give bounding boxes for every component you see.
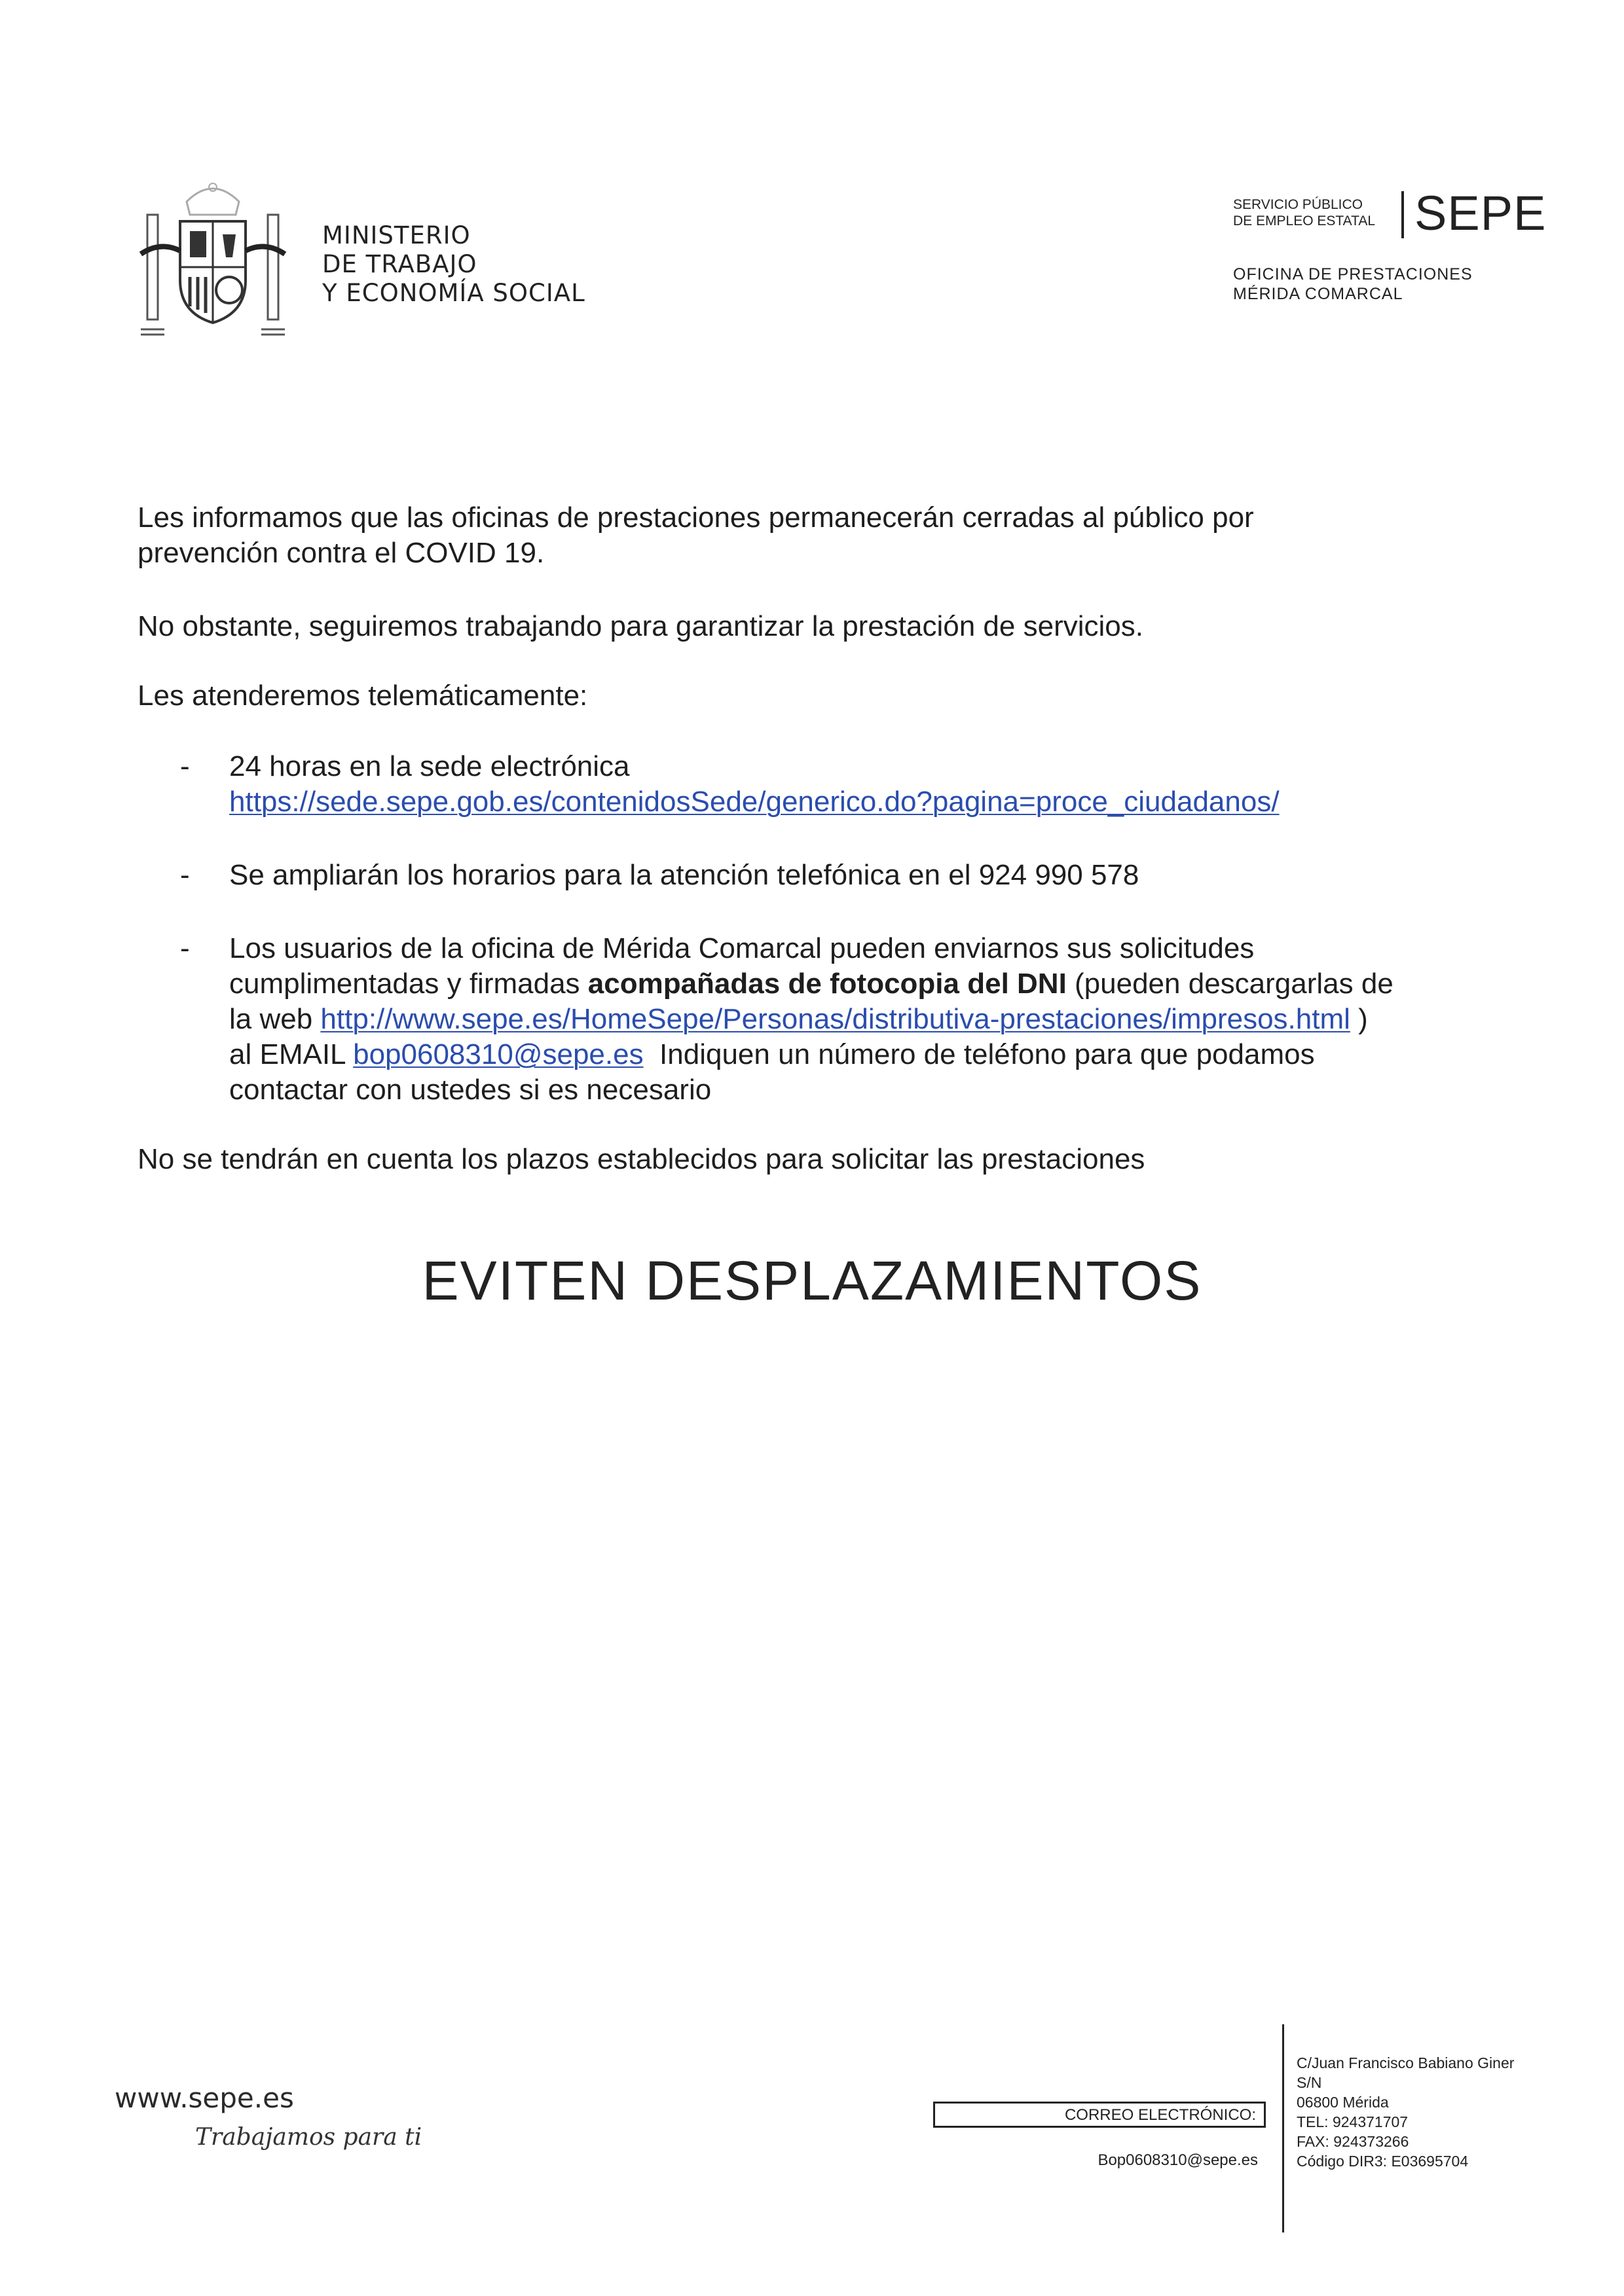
- atenderemos-paragraph: Les atenderemos telemáticamente:: [138, 680, 588, 712]
- text-span: la web: [229, 1003, 321, 1035]
- office-name: [1233, 264, 1473, 304]
- text-span: al EMAIL: [229, 1038, 354, 1070]
- ministry-line: DE TRABAJO: [322, 250, 477, 278]
- mail-label-box: CORREO ELECTRÓNICO:: [933, 2102, 1266, 2128]
- list-item-telefono: Se ampliarán los horarios para la atención telefónica en el 924 990 578: [229, 859, 1139, 891]
- list-item-text: 24 horas en la sede electrónica: [229, 750, 630, 782]
- text-span: (pueden descargarlas de: [1066, 968, 1393, 1000]
- sepe-logo: SEPE: [1414, 186, 1547, 240]
- email-link[interactable]: bop0608310@sepe.es: [353, 1038, 644, 1070]
- office-line: MÉRIDA COMARCAL: [1233, 285, 1403, 303]
- list-item-solicitudes: [229, 931, 1393, 1108]
- intro-line: prevención contra el COVID 19.: [138, 537, 545, 569]
- address-line: Código DIR3: E03695704: [1297, 2153, 1469, 2170]
- office-address: [1297, 2053, 1514, 2171]
- sepe-service-line: DE EMPLEO ESTATAL: [1233, 213, 1376, 228]
- coat-of-arms-icon: [134, 175, 291, 344]
- dni-emphasis: acompañadas de fotocopia del DNI: [587, 968, 1067, 1000]
- office-line: OFICINA DE PRESTACIONES: [1233, 265, 1473, 283]
- no-obstante-paragraph: No obstante, seguiremos trabajando para garantizar la prestación de servicios.: [138, 610, 1143, 642]
- list-item-text: [229, 966, 1393, 1002]
- list-item-text: [229, 1037, 1393, 1072]
- footer-divider: [1282, 2024, 1284, 2232]
- address-line: S/N: [1297, 2074, 1322, 2091]
- address-line: C/Juan Francisco Babiano Giner: [1297, 2054, 1515, 2071]
- address-line: FAX: 924373266: [1297, 2133, 1409, 2150]
- sepe-logo-divider: [1401, 191, 1404, 238]
- impresos-link[interactable]: http://www.sepe.es/HomeSepe/Personas/distributiva-prestaciones/impresos.html: [320, 1003, 1350, 1035]
- ministry-name: [322, 221, 585, 308]
- list-item-text: [229, 1002, 1393, 1037]
- intro-paragraph: [138, 500, 1254, 571]
- ministry-line: Y ECONOMÍA SOCIAL: [322, 279, 585, 307]
- sepe-service-name: [1233, 196, 1375, 229]
- footer-slogan: Trabajamos para ti: [195, 2124, 422, 2151]
- intro-line: Les informamos que las oficinas de prestaciones permanecerán cerradas al público por: [138, 501, 1254, 534]
- text-span: Indiquen un número de teléfono para que podamos: [643, 1038, 1315, 1070]
- text-span: ): [1350, 1003, 1368, 1035]
- ministry-line: MINISTERIO: [322, 221, 471, 249]
- bullet-dash: -: [180, 750, 190, 782]
- headline: EVITEN DESPLAZAMIENTOS: [422, 1250, 1202, 1311]
- sepe-service-line: SERVICIO PÚBLICO: [1233, 197, 1363, 212]
- bullet-dash: -: [180, 932, 190, 964]
- text-span: cumplimentadas y firmadas: [229, 968, 588, 1000]
- mail-value[interactable]: Bop0608310@sepe.es: [1098, 2151, 1258, 2169]
- list-item-text: Los usuarios de la oficina de Mérida Comarcal pueden enviarnos sus solicitudes: [229, 932, 1255, 964]
- address-line: 06800 Mérida: [1297, 2094, 1389, 2111]
- address-line: TEL: 924371707: [1297, 2113, 1409, 2130]
- footer-website[interactable]: www.sepe.es: [115, 2082, 294, 2114]
- sede-electronica-link[interactable]: https://sede.sepe.gob.es/contenidosSede/generico.do?pagina=proce_ciudadanos/: [229, 786, 1280, 818]
- bullet-dash: -: [180, 859, 190, 891]
- plazos-paragraph: No se tendrán en cuenta los plazos establecidos para solicitar las prestaciones: [138, 1143, 1145, 1175]
- list-item-sede: [229, 749, 1280, 820]
- list-item-text: contactar con ustedes si es necesario: [229, 1074, 712, 1106]
